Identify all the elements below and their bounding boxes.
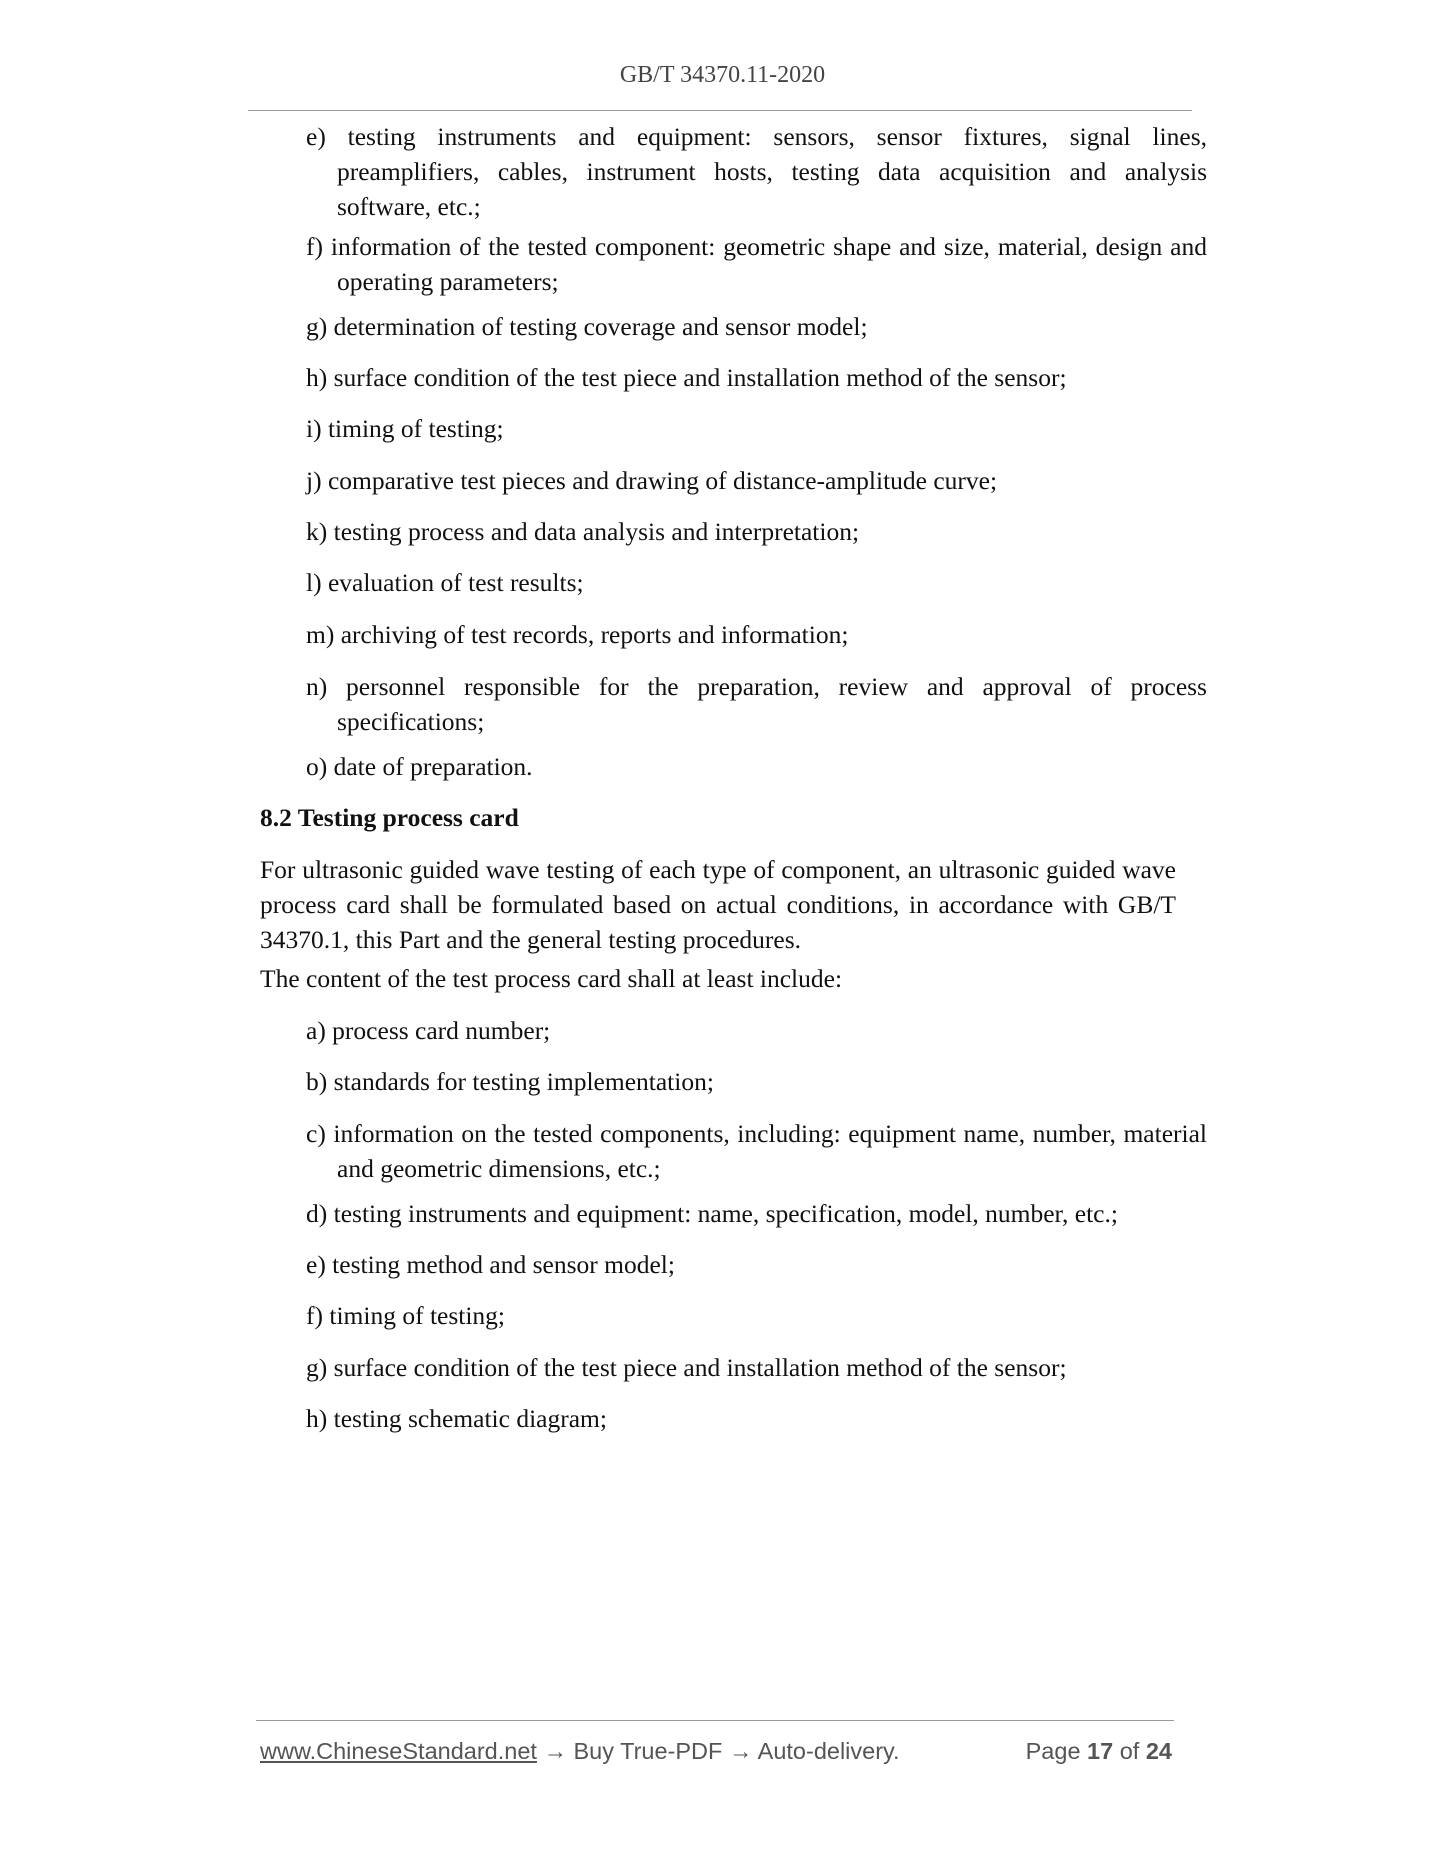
list-item: j) comparative test pieces and drawing of distance-amplitude curve;: [306, 466, 998, 495]
list-item: g) surface condition of the test piece and installation method of the sensor;: [306, 1353, 1067, 1382]
list-item: i) timing of testing;: [306, 414, 504, 443]
page-indicator: [1026, 1738, 1172, 1765]
header-divider: [248, 110, 1192, 111]
list-item: c) information on the tested components, including: equipment name, number, material and geometric dimensions, etc.;: [306, 1119, 1207, 1183]
list-item: b) standards for testing implementation;: [306, 1067, 714, 1096]
page-footer: [260, 1738, 1172, 1772]
current-page-number: 17: [1087, 1738, 1114, 1764]
footer-promo: [260, 1738, 900, 1765]
list-item: a) process card number;: [306, 1016, 551, 1045]
body-paragraph: For ultrasonic guided wave testing of each type of component, an ultrasonic guided wave process card shall be formulated based on actual conditions, in accordance with GB/T 34370.1, this Part and the general testing procedures.: [260, 855, 1176, 954]
of-label: of: [1119, 1738, 1140, 1764]
standard-code-header: GB/T 34370.11-2020: [619, 62, 826, 88]
list-item: o) date of preparation.: [306, 752, 533, 781]
list-item: g) determination of testing coverage and sensor model;: [306, 312, 868, 341]
promo-text: → Buy True-PDF → Auto-delivery.: [536, 1738, 900, 1764]
list-item: e) testing instruments and equipment: sensors, sensor fixtures, signal lines, preamplifiers, cables, instrument hosts, testing data acquisition and analysis software, etc.;: [306, 122, 1207, 221]
list-item: h) surface condition of the test piece and installation method of the sensor;: [306, 363, 1067, 392]
list-item: f) information of the tested component: geometric shape and size, material, design and operating parameters;: [306, 232, 1207, 296]
list-item: l) evaluation of test results;: [306, 568, 584, 597]
list-item: m) archiving of test records, reports and information;: [306, 620, 849, 649]
list-item: h) testing schematic diagram;: [306, 1404, 607, 1433]
list-item: f) timing of testing;: [306, 1301, 506, 1330]
page-label: Page: [1025, 1738, 1081, 1764]
list-item: n) personnel responsible for the preparation, review and approval of process specifications;: [306, 672, 1207, 736]
body-paragraph: The content of the test process card shall at least include:: [260, 964, 843, 993]
list-item: e) testing method and sensor model;: [306, 1250, 675, 1279]
list-item: d) testing instruments and equipment: name, specification, model, number, etc.;: [306, 1199, 1118, 1228]
section-heading: 8.2 Testing process card: [260, 803, 519, 832]
list-item: k) testing process and data analysis and interpretation;: [306, 517, 860, 546]
website-link[interactable]: www.ChineseStandard.net: [260, 1738, 537, 1764]
footer-divider: [256, 1720, 1174, 1721]
total-page-count: 24: [1145, 1738, 1172, 1764]
